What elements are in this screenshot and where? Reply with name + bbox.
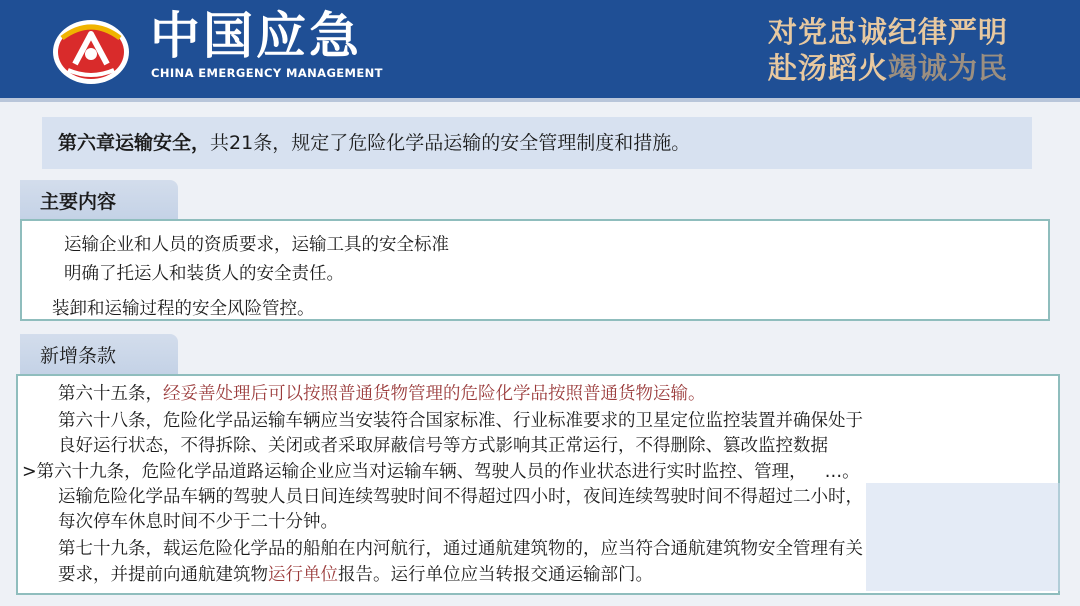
article-79-line-2-b: 报告。运行单位应当转报交通运输部门。 xyxy=(338,565,653,585)
slogan-line-2 xyxy=(768,50,1008,86)
header-banner xyxy=(0,0,1080,98)
article-68-line-2: 良好运行状态，不得拆除、关闭或者采取屏蔽信号等方式影响其正常运行，不得删除、篡改监控数据 xyxy=(58,436,828,456)
article-69-line-1 xyxy=(22,460,860,484)
brand-title-cn: 中国应急 xyxy=(150,7,362,65)
main-item-2: 明确了托运人和装货人的安全责任。 xyxy=(64,264,344,284)
slogan-line-1: 对党忠诚纪律严明 xyxy=(767,15,1008,49)
slogan-line-2-b: 竭诚为民 xyxy=(887,51,1008,85)
article-65-prefix: 第六十五条， xyxy=(58,384,163,404)
article-69-line-3: 每次停车休息时间不少于二十分钟。 xyxy=(58,512,338,532)
article-79-line-2-a: 要求，并提前向通航建筑物 xyxy=(58,565,268,585)
slogan-line-2-a: 赴汤蹈火 xyxy=(767,51,888,85)
header-divider xyxy=(0,98,1080,102)
brand-title-en: CHINA EMERGENCY MANAGEMENT xyxy=(151,66,383,80)
summary-text: 共21条，规定了危险化学品运输的安全管理制度和措施。 xyxy=(210,132,691,154)
section-tab-main-content: 主要内容 xyxy=(20,180,178,220)
article-79-line-1: 第七十九条，载运危险化学品的船舶在内河航行，通过通航建筑物的，应当符合通航建筑物安全管理有关 xyxy=(58,539,863,559)
summary-bold: 第六章运输安全， xyxy=(58,132,211,154)
slogan xyxy=(768,14,1008,86)
article-65-highlight: 经妥善处理后可以按照普通货物管理的危险化学品按照普通货物运输。 xyxy=(163,384,706,404)
article-69-line-2: 运输危险化学品车辆的驾驶人员日间连续驾驶时间不得超过四小时，夜间连续驾驶时间不得超过二小时， xyxy=(58,487,863,507)
overlay-highlight xyxy=(866,483,1060,591)
article-69-ellipsis: …。 xyxy=(824,462,860,482)
section-tab-new-clauses: 新增条款 xyxy=(20,334,178,374)
article-65 xyxy=(58,382,706,406)
main-item-1: 运输企业和人员的资质要求，运输工具的安全标准 xyxy=(64,235,449,255)
article-69-text: >第六十九条，危险化学品道路运输企业应当对运输车辆、驾驶人员的作业状态进行实时监控、管理， xyxy=(22,462,807,482)
article-68-line-1: 第六十八条，危险化学品运输车辆应当安装符合国家标准、行业标准要求的卫星定位监控装置并确保处于 xyxy=(58,411,863,431)
chapter-summary xyxy=(42,117,1032,169)
article-79-highlight: 运行单位 xyxy=(268,565,338,585)
emergency-emblem-icon xyxy=(50,14,132,86)
main-item-3: 装卸和运输过程的安全风险管控。 xyxy=(52,299,315,319)
article-79-line-2 xyxy=(58,563,653,587)
